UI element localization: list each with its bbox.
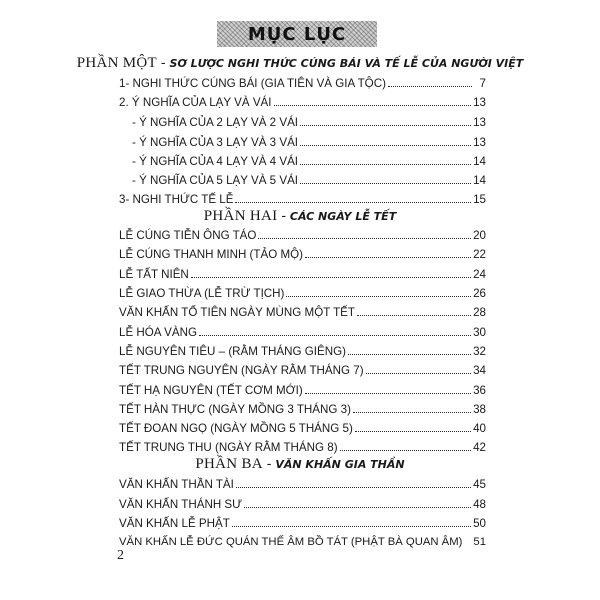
entry-title: LỄ CÚNG THANH MINH (TẢO MỘ) [119, 248, 303, 261]
entry-page: 13 [473, 96, 486, 109]
part-subtitle: CÁC NGÀY LỄ TẾT [289, 210, 397, 223]
dot-leader [236, 471, 471, 488]
entry-title: LỄ GIAO THỪA (LỄ TRỪ TỊCH) [119, 287, 285, 300]
dot-leader [232, 510, 471, 527]
toc-entry[interactable] [119, 418, 486, 435]
toc-entry[interactable] [119, 322, 486, 339]
entry-title: LỄ CÚNG TIỄN ÔNG TÁO [119, 229, 257, 242]
toc-entry[interactable] [119, 92, 486, 109]
dot-leader [300, 148, 471, 165]
entry-title: - Ý NGHĨA CỦA 4 LẠY VÀ 4 VÁI [132, 155, 299, 168]
toc-entry[interactable] [119, 302, 486, 319]
toc-entry[interactable] [119, 399, 486, 416]
entry-title: - Ý NGHĨA CỦA 2 LẠY VÀ 2 VÁI [132, 116, 299, 129]
entry-title: 1- NGHI THỨC CÚNG BÁI (GIA TIÊN VÀ GIA TỘC) [119, 77, 386, 90]
toc-title-banner [217, 21, 377, 47]
entry-title: LỄ NGUYÊN TIÊU – (RẰM THÁNG GIÊNG) [119, 345, 346, 358]
entry-title: - Ý NGHĨA CỦA 3 LẠY VÀ 3 VÁI [132, 136, 299, 149]
entry-page: 13 [473, 116, 486, 129]
toc-entry[interactable] [119, 225, 486, 242]
entry-page: 7 [479, 77, 486, 90]
dot-leader [353, 396, 471, 413]
toc-entry[interactable] [119, 474, 486, 491]
dot-leader [305, 377, 471, 394]
dot-leader [355, 415, 471, 432]
dot-leader [300, 129, 471, 146]
entry-title: 2. Ý NGHĨA CỦA LẠY VÀ VÁI [119, 96, 272, 109]
entry-page: 14 [473, 155, 486, 168]
entry-title: TẾT HÀN THỰC (NGÀY MỒNG 3 THÁNG 3) [119, 403, 351, 416]
dot-leader [199, 319, 471, 336]
entry-title: LỄ TẤT NIÊN [119, 268, 189, 281]
entry-page: 24 [473, 268, 486, 281]
dot-leader [244, 491, 471, 508]
part-separator: - [277, 207, 290, 223]
entry-page: 22 [473, 248, 486, 261]
entry-title: TẾT TRUNG THU (NGÀY RẰM THÁNG 8) [119, 441, 338, 454]
part-subtitle: SƠ LƯỢC NGHI THỨC CÚNG BÁI VÀ TẾ LỄ CỦA NGƯỜI VIỆT [169, 57, 524, 70]
entry-page: 26 [473, 287, 486, 300]
dot-leader [340, 434, 472, 451]
entry-title: VĂN KHẤN THÁNH SƯ [119, 498, 243, 511]
entry-page: 20 [473, 229, 486, 242]
dot-leader [305, 241, 471, 258]
dot-leader [258, 222, 471, 239]
entry-title: VĂN KHẤN THẦN TÀI [119, 478, 234, 491]
entry-title: VĂN KHẤN LỄ PHẬT [119, 517, 230, 530]
entry-page: 14 [473, 174, 486, 187]
entry-page: 15 [473, 193, 486, 206]
entry-page: 50 [473, 517, 486, 530]
dot-leader [357, 299, 471, 316]
entry-page: 30 [473, 326, 486, 339]
toc-entry[interactable] [119, 189, 486, 206]
entry-title: 3- NGHI THỨC TẾ LỄ [119, 193, 234, 206]
entry-title: LỄ HÓA VÀNG [119, 326, 197, 339]
dot-leader [300, 167, 471, 184]
entry-page: 45 [473, 478, 486, 491]
entry-title: VĂN KHẤN LỄ ĐỨC QUÁN THẾ ÂM BỒ TÁT (PHẬT BÀ QUAN ÂM) [119, 536, 463, 548]
dot-leader [300, 109, 471, 126]
dot-leader [191, 261, 471, 278]
entry-page: 40 [473, 422, 486, 435]
toc-entry[interactable] [119, 264, 486, 281]
part-subtitle: VĂN KHẤN GIA THẦN [275, 458, 405, 471]
toc-entry[interactable] [119, 513, 486, 530]
toc-entry[interactable] [119, 341, 486, 358]
dot-leader [235, 186, 471, 203]
entry-page: 51 [473, 536, 486, 548]
page-number: 2 [117, 548, 124, 563]
part-separator: - [262, 455, 276, 471]
toc-entry[interactable] [132, 170, 486, 187]
toc-entry[interactable] [132, 151, 486, 168]
toc-entry[interactable] [119, 531, 486, 548]
part-separator: - [157, 54, 170, 70]
dot-leader [464, 528, 471, 545]
dot-leader [366, 357, 472, 374]
entry-title: TẾT ĐOAN NGỌ (NGÀY MỒNG 5 THÁNG 5) [119, 422, 353, 435]
entry-title: VĂN KHẤN TỔ TIÊN NGÀY MÙNG MỘT TẾT [119, 306, 355, 319]
toc-entry[interactable] [132, 132, 486, 149]
dot-leader [388, 70, 472, 87]
entry-page: 48 [473, 498, 486, 511]
entry-title: - Ý NGHĨA CỦA 5 LẠY VÀ 5 VÁI [132, 174, 299, 187]
toc-entry[interactable] [119, 73, 486, 90]
toc-entry[interactable] [119, 437, 486, 454]
entry-page: 34 [473, 364, 486, 377]
entry-page: 32 [473, 345, 486, 358]
entry-page: 38 [473, 403, 486, 416]
part-name: PHẦN MỘT [76, 55, 158, 71]
entry-page: 42 [473, 441, 486, 454]
toc-title: MỤC LỤC [247, 23, 347, 45]
part-name: PHẦN BA [195, 456, 263, 472]
toc-entry[interactable] [132, 112, 486, 129]
dot-leader [274, 89, 472, 106]
toc-entry[interactable] [119, 380, 486, 397]
part-name: PHẦN HAI [203, 208, 278, 224]
entry-page: 28 [473, 306, 486, 319]
entry-title: TẾT HẠ NGUYÊN (TẾT CƠM MỚI) [119, 384, 303, 397]
toc-entry[interactable] [119, 360, 486, 377]
toc-entry[interactable] [119, 283, 486, 300]
dot-leader [348, 338, 471, 355]
entry-page: 36 [473, 384, 486, 397]
entry-title: TẾT TRUNG NGUYÊN (NGÀY RẰM THÁNG 7) [119, 364, 364, 377]
toc-entry[interactable] [119, 244, 486, 261]
toc-entry[interactable] [119, 494, 486, 511]
dot-leader [286, 280, 471, 297]
part-heading [0, 54, 600, 72]
entry-page: 13 [473, 136, 486, 149]
